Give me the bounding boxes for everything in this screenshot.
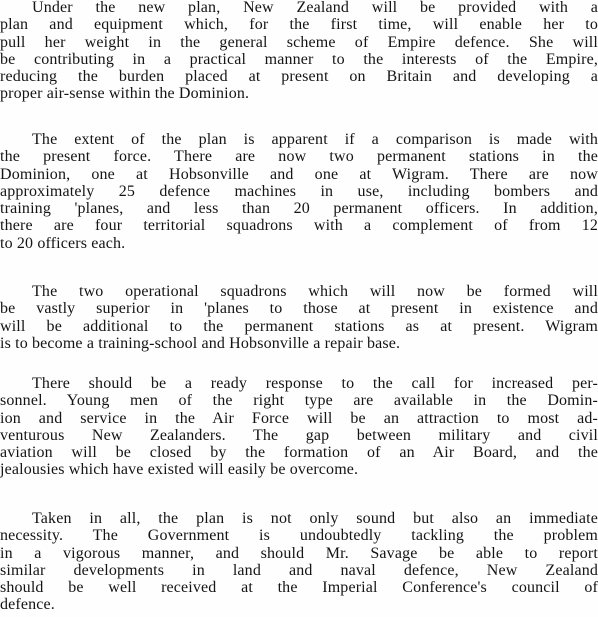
text-line: is to become a training-school and Hobsonville a repair base. (0, 334, 401, 352)
text-line: in a vigorous manner, and should Mr. Savage be able to report (0, 544, 598, 562)
text-line: to 20 officers each. (0, 234, 126, 252)
paragraph-2 (0, 131, 598, 252)
text-line: sonnel. Young men of the right type are available in the Domin- (0, 392, 598, 410)
text-line: reducing the burden placed at present on Britain and developing a (0, 68, 598, 86)
text-line: aviation will be closed by the formation of an Air Board, and the (0, 444, 598, 462)
text-line: There should be a ready response to the call for increased per- (32, 375, 598, 392)
paragraph-5 (0, 510, 598, 614)
text-line: venturous New Zealanders. The gap between military and civil (0, 426, 598, 444)
text-line: training 'planes, and less than 20 permanent officers. In addition, (0, 200, 598, 218)
text-line: the present force. There are now two permanent stations in the (0, 148, 598, 166)
text-line: approximately 25 defence machines in use, including bombers and (0, 182, 598, 200)
text-line: similar developments in land and naval defence, New Zealand (0, 561, 598, 579)
text-line: will be additional to the permanent stations as at present. Wigram (0, 317, 598, 335)
text-line: Under the new plan, New Zealand will be provided with a (32, 0, 598, 16)
text-line: there are four territorial squadrons with a complement of from 12 (0, 217, 598, 235)
text-line: pull her weight in the general scheme of Empire defence. She will (0, 33, 598, 51)
text-line: be contributing in a practical manner to the interests of the Empire, (0, 50, 598, 68)
text-line: jealousies which have existed will easily be overcome. (0, 461, 359, 479)
text-line: plan and equipment which, for the first time, will enable her to (0, 16, 598, 34)
text-line: proper air-sense within the Dominion. (0, 85, 250, 103)
text-line: Dominion, one at Hobsonville and one at Wigram. There are now (0, 165, 598, 183)
paragraph-3 (0, 283, 598, 352)
text-line: ion and service in the Air Force will be an attraction to most ad- (0, 409, 598, 427)
text-line: defence. (0, 596, 55, 614)
text-line: The extent of the plan is apparent if a comparison is made with (32, 131, 598, 148)
paragraph-4 (0, 375, 598, 479)
text-line: be vastly superior in 'planes to those at present in existence and (0, 300, 598, 318)
text-line: necessity. The Government is undoubtedly tackling the problem (0, 527, 598, 545)
paragraph-1 (0, 0, 598, 103)
text-line: The two operational squadrons which will now be formed will (32, 283, 598, 300)
text-line: Taken in all, the plan is not only sound but also an immediate (32, 510, 598, 527)
text-line: should be well received at the Imperial Conference's council of (0, 579, 598, 597)
